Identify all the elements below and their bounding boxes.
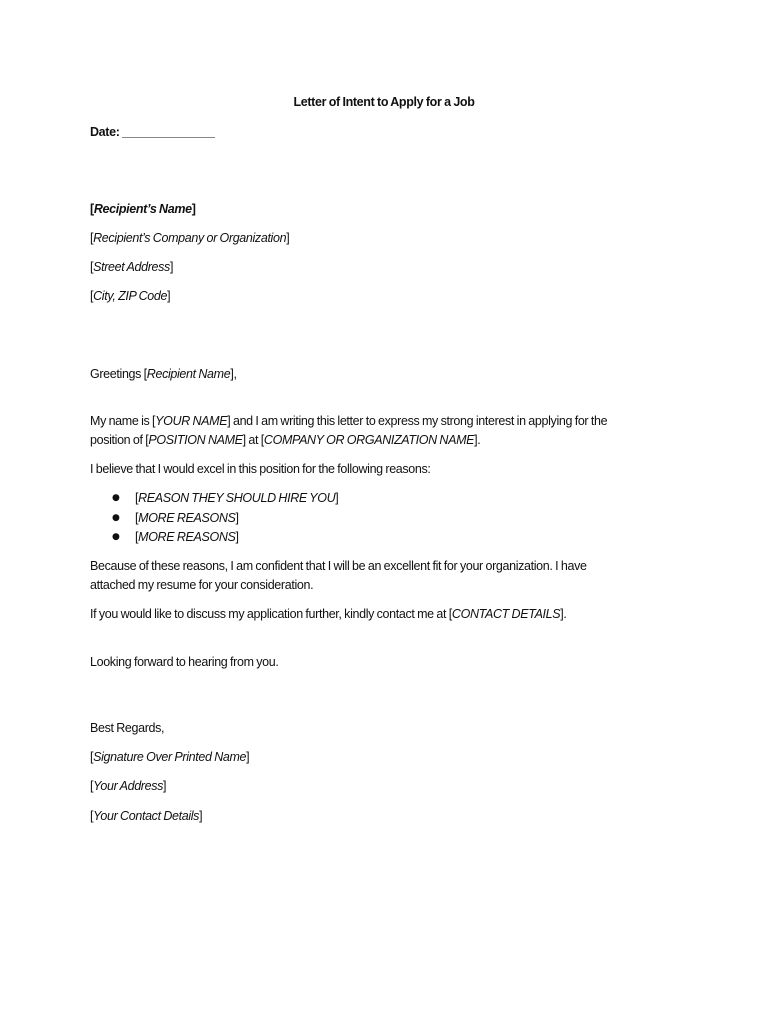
sender-address-placeholder <box>90 779 166 794</box>
body-text: [ <box>135 491 139 505</box>
body-text: Looking forward to hearing from you. <box>90 655 279 669</box>
body-text: I believe that I would excel in this position for the following reasons: <box>90 462 431 476</box>
sign-off <box>90 721 164 736</box>
body-text: My name is [ <box>90 414 156 428</box>
placeholder-text: POSITION NAME <box>148 433 243 447</box>
placeholder-text: CONTACT DETAILS <box>451 607 561 621</box>
recipient-city-zip-placeholder <box>90 289 170 304</box>
placeholder-text: MORE REASONS <box>138 530 236 544</box>
body-text: [ <box>90 750 94 764</box>
body-text: [ <box>135 511 139 525</box>
placeholder-text: Recipient’s Name <box>93 202 192 216</box>
fit-paragraph-line-1 <box>90 559 587 574</box>
placeholder-text: Your Address <box>93 779 164 793</box>
greeting-line <box>90 367 237 382</box>
placeholder-text: Recipient’s Company or Organization <box>93 231 287 245</box>
body-text: [ <box>90 202 94 216</box>
body-text: ]. <box>560 607 567 621</box>
body-text: [ <box>90 779 94 793</box>
body-text: [ <box>135 530 139 544</box>
sender-contact-placeholder <box>90 809 202 824</box>
body-text: ] <box>169 260 174 274</box>
placeholder-text: Signature Over Printed Name <box>93 750 247 764</box>
bullet-icon: ● <box>112 493 120 503</box>
placeholder-text: COMPANY OR ORGANIZATION NAME <box>263 433 475 447</box>
contact-paragraph <box>90 607 567 622</box>
body-text: ] and I am writing this letter to express my strong interest in applying for the <box>227 414 608 428</box>
body-text: Greetings [ <box>90 367 147 381</box>
body-text: ] <box>163 779 167 793</box>
body-text: Best Regards, <box>90 721 165 735</box>
body-text: ] at [ <box>242 433 264 447</box>
placeholder-text: REASON THEY SHOULD HIRE YOU <box>138 491 336 505</box>
recipient-company-placeholder <box>90 231 289 246</box>
body-text: ]. <box>474 433 481 447</box>
body-text: [ <box>90 809 94 823</box>
body-text: ] <box>246 750 250 764</box>
reason-item-1 <box>135 491 338 506</box>
body-text: ] <box>235 530 239 544</box>
body-text: ] <box>235 511 239 525</box>
bullet-icon: ● <box>112 532 120 542</box>
intro-paragraph-line-1 <box>90 414 607 429</box>
body-text: ] <box>286 231 290 245</box>
placeholder-text: MORE REASONS <box>138 511 236 525</box>
recipient-street-placeholder <box>90 260 173 275</box>
placeholder-text: Recipient Name <box>146 367 231 381</box>
signature-placeholder <box>90 750 249 765</box>
reasons-intro-line <box>90 462 431 477</box>
closing-line <box>90 655 278 670</box>
body-text: position of [ <box>90 433 149 447</box>
body-text: ] <box>167 289 171 303</box>
body-text: If you would like to discuss my application further, kindly contact me at [ <box>90 607 452 621</box>
body-text: [ <box>90 260 94 274</box>
placeholder-text: City, ZIP Code <box>93 289 168 303</box>
body-text: attached my resume for your consideration. <box>90 578 314 592</box>
bullet-icon: ● <box>112 513 120 523</box>
document-title: Letter of Intent to Apply for a Job <box>293 95 475 109</box>
placeholder-text: YOUR NAME <box>155 414 228 428</box>
body-text: [ <box>90 289 94 303</box>
date-line <box>90 125 215 140</box>
reason-item-2 <box>135 511 239 526</box>
body-text: Because of these reasons, I am confident that I will be an excellent fit for your organization. I have <box>90 559 587 573</box>
fit-paragraph-line-2 <box>90 578 313 593</box>
recipient-name-placeholder <box>90 202 196 217</box>
body-text: [ <box>90 231 94 245</box>
body-text: ] <box>199 809 203 823</box>
body-text: ] <box>335 491 339 505</box>
placeholder-text: Your Contact Details <box>93 809 200 823</box>
body-text: ], <box>230 367 237 381</box>
intro-paragraph-line-2 <box>90 433 480 448</box>
body-text: Date: ______________ <box>90 125 215 139</box>
placeholder-text: Street Address <box>93 260 170 274</box>
reason-item-3 <box>135 530 239 545</box>
body-text: ] <box>191 202 196 216</box>
